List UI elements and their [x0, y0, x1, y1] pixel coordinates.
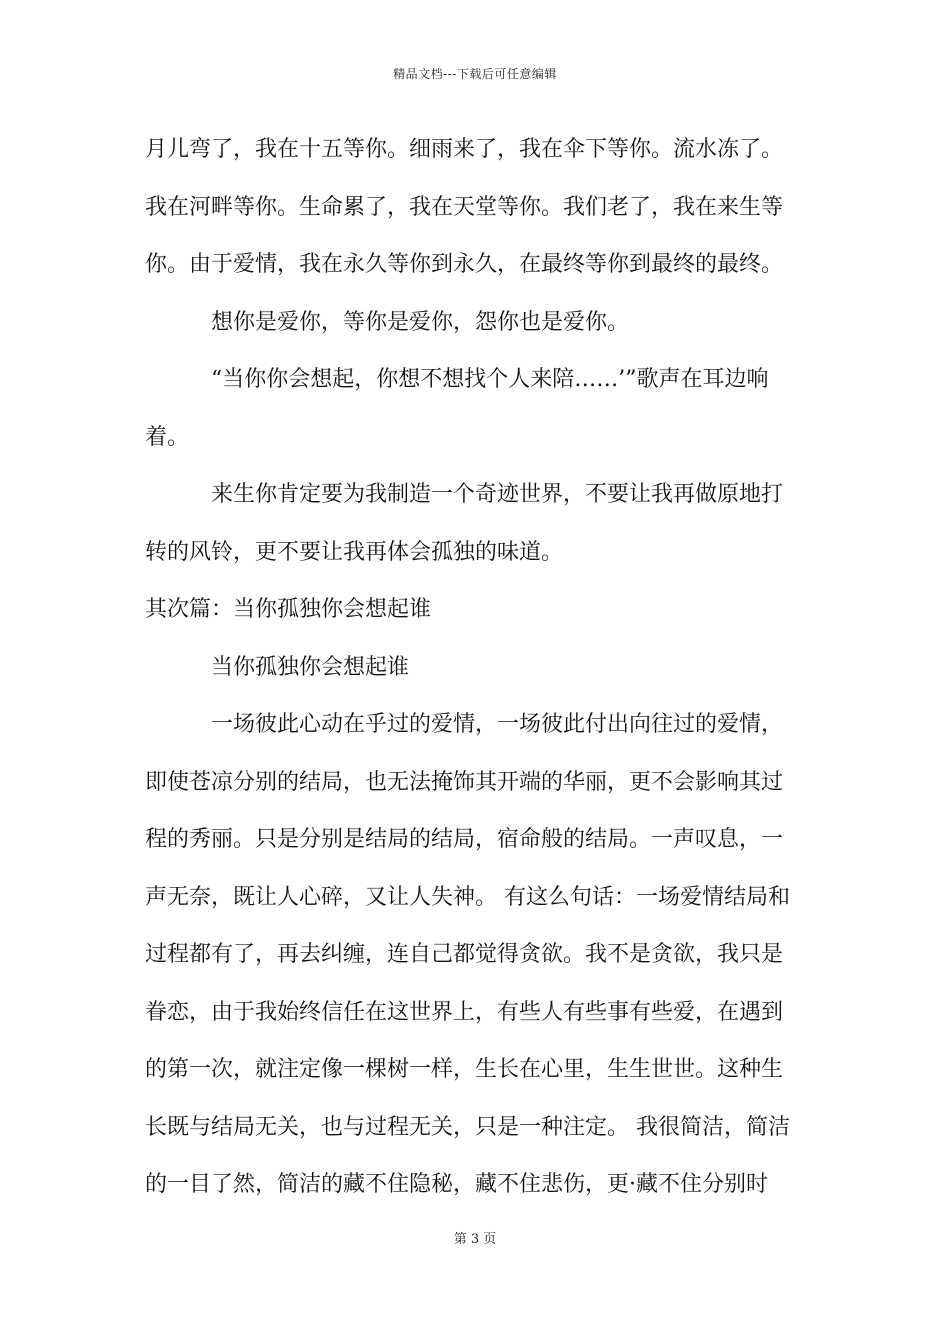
text-line: 想你是爱你，等你是爱你，怨你也是爱你。 [211, 309, 630, 335]
page-header: 精品文档---下载后可任意编辑 [393, 67, 557, 81]
text-line: 一场彼此心动在乎过的爱情，一场彼此付出向往过的爱情， [211, 712, 784, 737]
document-body [145, 128, 809, 1221]
text-line: 程的秀丽。只是分别是结局的结局，宿命般的结局。一声叹息，一 [145, 827, 784, 852]
text-line: 转的风铃，更不要让我再体会孤独的味道。 [145, 539, 564, 565]
text-line: 声无奈，既让人心碎，又让人失神。 有这么句话：一场爱情结局和 [145, 884, 790, 910]
text-line: 你。由于爱情，我在永久等你到永久，在最终等你到最终的最终。 [145, 252, 784, 277]
text-line: 的第一次，就注定像一棵树一样，生长在心里，生生世世。这种生 [145, 1057, 784, 1082]
text-line: 的一目了然，简洁的藏不住隐秘，藏不住悲伤，更·藏不住分别时 [145, 1172, 768, 1197]
text-line: 着。 [145, 424, 190, 450]
section-heading: 其次篇：当你孤独你会想起谁 [145, 597, 432, 622]
text-line: 我在河畔等你。生命累了，我在天堂等你。我们老了，我在来生等 [145, 194, 784, 220]
text-line: 过程都有了，再去纠缠，连自己都觉得贪欲。我不是贪欲，我只是 [145, 942, 784, 967]
text-line: 即使苍凉分别的结局，也无法掩饰其开端的华丽，更不会影响其过 [145, 769, 784, 795]
text-line: 来生你肯定要为我制造一个奇迹世界，不要让我再做原地打 [211, 482, 784, 507]
text-line: 眷恋，由于我始终信任在这世界上，有些人有些事有些爱，在遇到 [145, 999, 784, 1025]
text-line: “当你你会想起，你想不想找个人来陪……’”歌声在耳边响 [211, 367, 769, 392]
text-line: 长既与结局无关，也与过程无关，只是一种注定。 我很简洁，简洁 [145, 1114, 790, 1140]
text-line: 月儿弯了，我在十五等你。细雨来了，我在伞下等你。流水冻了。 [145, 137, 784, 162]
section-title: 当你孤独你会想起谁 [211, 654, 410, 680]
page-number: 第 3 页 [453, 1232, 497, 1247]
